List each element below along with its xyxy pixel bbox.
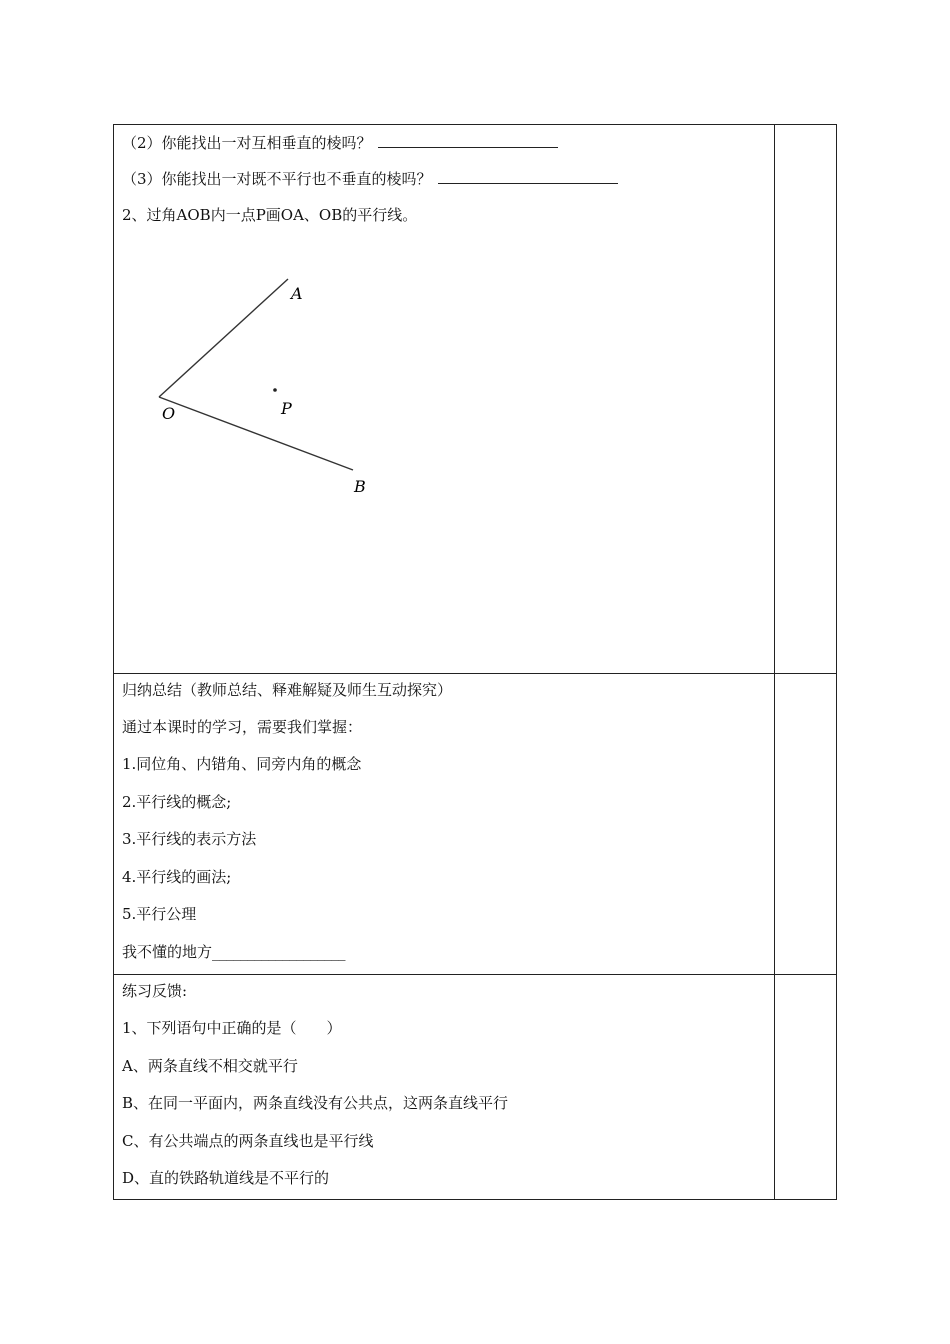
practice-cell <box>114 974 774 1201</box>
summary-intro: 通过本课时的学习，需要我们掌握： <box>122 718 363 736</box>
point-p <box>273 388 277 392</box>
ray-oa <box>159 279 288 397</box>
exercise-cell <box>114 125 774 673</box>
summary-item-1: 1.同位角、内错角、同旁内角的概念 <box>122 755 362 773</box>
column-divider <box>774 125 775 1199</box>
label-p: P <box>281 399 292 418</box>
question-2-text: （2）你能找出一对互相垂直的棱吗？ <box>122 134 372 152</box>
summary-item-5: 5.平行公理 <box>122 905 197 923</box>
label-b: B <box>354 477 366 496</box>
summary-title: 归纳总结（教师总结、释难解疑及师生互动探究） <box>122 681 453 699</box>
summary-item-3: 3.平行线的表示方法 <box>122 830 257 848</box>
angle-aob-figure <box>114 125 774 673</box>
summary-item-2: 2.平行线的概念; <box>122 793 232 811</box>
question-3-text: （3）你能找出一对既不平行也不垂直的棱吗？ <box>122 170 432 188</box>
practice-question-1: 1、下列语句中正确的是（ ） <box>122 1019 342 1037</box>
label-a: A <box>291 284 303 303</box>
ray-ob <box>159 397 353 470</box>
practice-title: 练习反馈: <box>122 982 188 1000</box>
worksheet-table <box>113 124 837 1200</box>
option-a: A、两条直线不相交就平行 <box>122 1057 298 1075</box>
summary-item-4: 4.平行线的画法; <box>122 868 232 886</box>
not-understood-blank[interactable]: ___________________ <box>212 943 346 961</box>
task-2-text: 2、过角AOB内一点P画OA、OB的平行线。 <box>122 206 418 224</box>
summary-cell <box>114 673 774 974</box>
not-understood-line <box>122 942 345 962</box>
option-c: C、有公共端点的两条直线也是平行线 <box>122 1132 374 1150</box>
option-d: D、直的铁路轨道线是不平行的 <box>122 1169 330 1187</box>
not-understood-label: 我不懂的地方 <box>122 943 213 961</box>
label-o: O <box>162 404 176 423</box>
option-b: B、在同一平面内，两条直线没有公共点，这两条直线平行 <box>122 1094 509 1112</box>
